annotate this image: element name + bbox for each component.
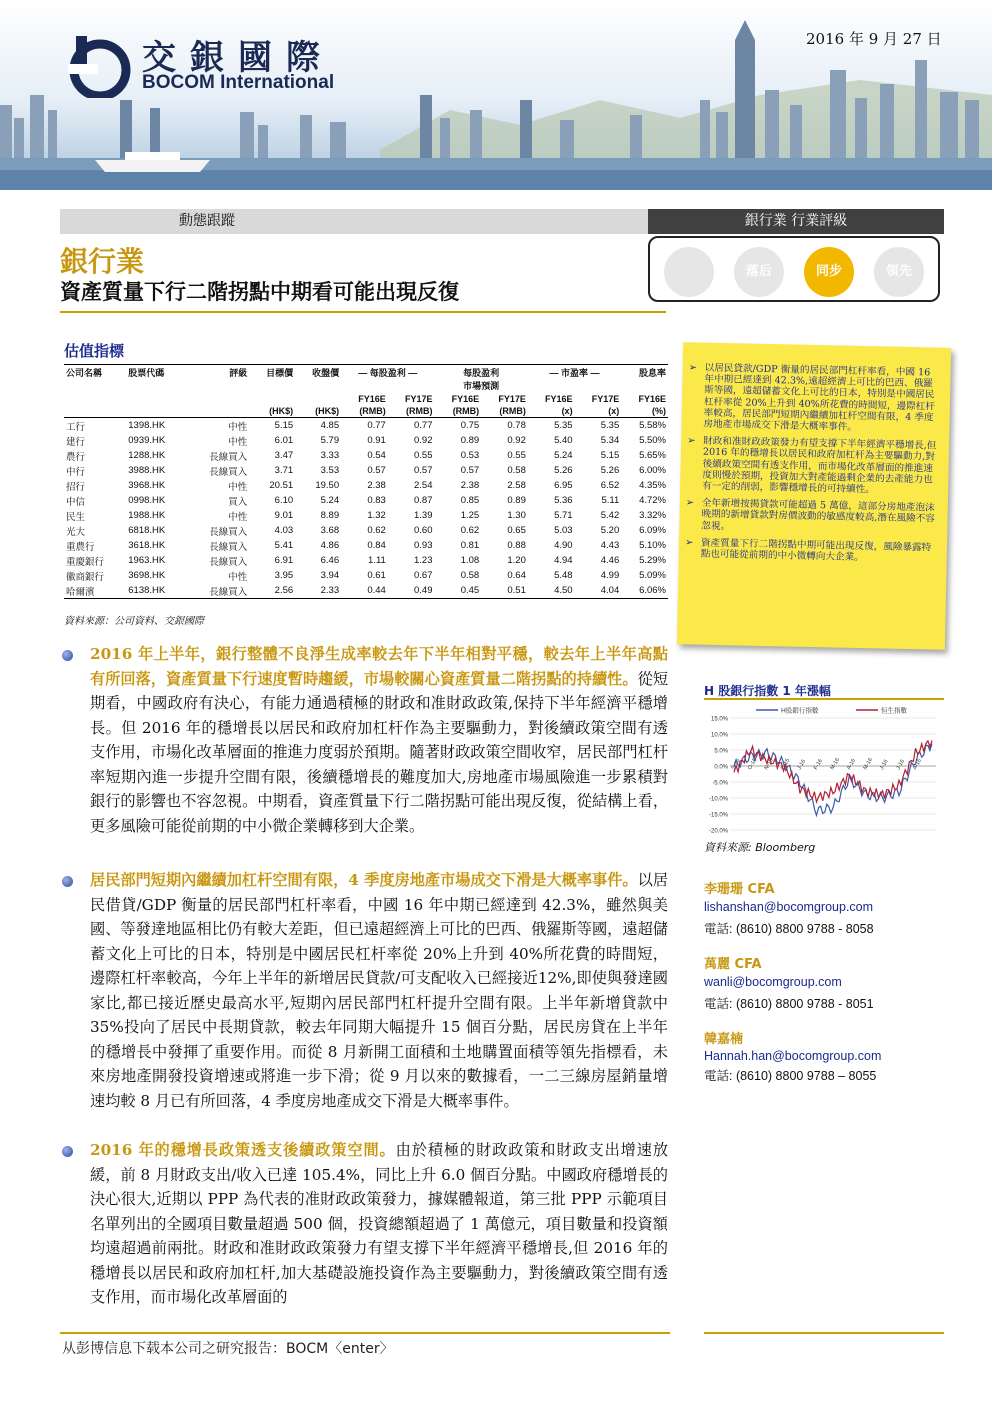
analyst-phone: 電話: (8610) 8800 9788 - 8051	[704, 997, 874, 1011]
bocom-logo-icon	[68, 36, 132, 98]
table-row	[64, 478, 668, 493]
table-cell: 0.53	[460, 450, 480, 461]
table-cell: 0939.HK	[128, 435, 166, 446]
table-cell: 0.92	[507, 435, 526, 446]
col-yield: 股息率	[621, 365, 668, 394]
table-cell: 5.42	[600, 510, 620, 521]
table-cell: 19.50	[315, 480, 340, 491]
y-tick-label: 5.0%	[714, 748, 728, 755]
table-cell: 0.51	[481, 583, 528, 599]
table-cell: 長線買入	[209, 451, 248, 463]
table-cell: 0.58	[507, 465, 526, 476]
table-cell: 0.64	[507, 570, 526, 581]
table-row	[64, 553, 668, 568]
table-cell: 5.20	[600, 525, 620, 536]
table-cell: 5.29%	[639, 555, 666, 566]
sector-title: 銀行業	[60, 245, 145, 278]
key-point: ➢ 全年新增按揭貸款可能超過 5 萬億，這部分房地產泡沫晚期的新增貸款對房價波動的敏感度較高,潛在風險不容忽視。	[685, 497, 935, 532]
table-cell: 9.01	[274, 510, 294, 521]
table-cell: 6.52	[600, 480, 620, 491]
table-cell: 5.11	[601, 495, 620, 506]
x-tick-label: J-16	[895, 758, 907, 771]
table-cell: 5.58%	[639, 420, 666, 431]
valuation-source: 資料來源：公司資料、交銀國際	[64, 616, 204, 627]
table-cell: 中性	[228, 436, 248, 448]
table-cell: 3.32%	[639, 510, 666, 521]
table-cell: 5.09%	[639, 570, 666, 581]
table-row	[64, 418, 668, 434]
rating-scale	[648, 236, 940, 302]
logo-chinese-name: 交銀國際	[142, 38, 334, 78]
table-cell: 0998.HK	[128, 495, 166, 506]
table-cell: 中性	[228, 421, 248, 433]
table-cell: 5.24	[320, 495, 340, 506]
y-tick-label: 15.0%	[710, 716, 728, 723]
paragraph-lead: 2016 年上半年，銀行整體不良淨生成率較去年下半年相對平穩，較去年上半年高點有所回落，資產質量下行速度暫時趨緩，市場較關心資產質量二階拐點的持續性。	[90, 645, 668, 688]
table-cell: 0.92	[414, 435, 433, 446]
table-cell: 建行	[66, 436, 86, 448]
table-cell: 5.79	[320, 435, 340, 446]
table-cell: 長線買入	[209, 541, 248, 553]
table-cell: 5.26	[554, 465, 573, 476]
valuation-table-body	[64, 418, 668, 599]
table-cell: 0.89	[507, 495, 526, 506]
table-cell: 5.15	[274, 420, 294, 431]
x-tick-label: F-16	[813, 758, 824, 771]
table-row	[64, 448, 668, 463]
table-cell: 0.60	[414, 525, 433, 536]
analyst-email[interactable]: lishanshan@bocomgroup.com	[704, 900, 874, 914]
x-tick-label: A-16	[846, 757, 858, 771]
table-cell: 0.88	[507, 540, 526, 551]
chart-source: 資料來源: Bloomberg	[704, 841, 816, 854]
table-cell: 中性	[228, 511, 248, 523]
table-cell: 5.65%	[639, 450, 666, 461]
table-cell: 4.90	[554, 540, 573, 551]
legend-label: H股銀行指數	[781, 706, 819, 715]
table-cell: 6.46	[320, 555, 340, 566]
key-point: ➢ 以居民貸款/GDP 衡量的居民部門杠杆率看，中國 16 年中期已經達到 42.3%,遠超經濟上可比的巴西、俄羅斯等國，遠超儲蓄文化上可比的日本，特別是中國居民杠杆率從 20%上升到 40%所花費的時間短，邊際杠杆率較高，居民部門短期內繼續加杠杆空間有限，4 季度房地產市場成交下滑是大概率事件。	[688, 362, 936, 433]
table-cell: 中性	[228, 571, 248, 583]
table-cell: 3968.HK	[128, 480, 166, 491]
title-divider	[60, 311, 666, 313]
table-cell: 1.08	[460, 555, 480, 566]
valuation-table	[64, 364, 668, 599]
table-cell: 3988.HK	[128, 465, 166, 476]
table-cell: 0.78	[507, 420, 526, 431]
table-cell: 1.23	[414, 555, 433, 566]
paragraph-2	[90, 868, 668, 1113]
table-cell: 1.20	[507, 555, 526, 566]
table-cell: 5.48	[554, 570, 573, 581]
table-cell: 0.65	[507, 525, 526, 536]
y-tick-label: 0.0%	[714, 764, 728, 771]
table-cell: 6818.HK	[128, 525, 166, 536]
table-cell: 3.53	[320, 465, 340, 476]
table-cell: 0.61	[367, 570, 386, 581]
table-cell: 5.34	[600, 435, 620, 446]
analyst-phone: 電話: (8610) 8800 9788 – 8055	[704, 1069, 877, 1083]
table-cell: 哈爾濱	[64, 583, 126, 599]
table-cell: 0.77	[414, 420, 433, 431]
y-tick-label: -5.0%	[712, 780, 728, 787]
paragraph-body: 以居民借貸/GDP 衡量的居民部門杠杆率看，中國 16 年中期已經達到 42.3%，雖然與美國、等發達地區相比仍有較大差距，但已遠超經濟上可比的巴西、俄羅斯等國，遠超儲蓄文化上可比的日本，特別是中國居民杠杆率從 20%上升到 40%所花費的時間短，邊際杠杆率較高，今年上半年的新增居民貸款/可支配收入已經接近12%,即使與發達國家比,都已接近歷史最高水平,短期內居民部門杠杆提升空間有限。上半年新增貸款中 35%投向了居民中長期貸款，較去年同期大幅提升 15 個百分點，居民房貸在上半年的穩增長中發揮了重要作用。而從 8 月新開工面積和土地購置面積等領先指標看，未來房地產開發投資增速或將進一步下滑；從 9 月以來的數據看，一二三線房屋銷量增速均較 8 月已有所回落，4 季度房地產成交下滑是大概率事件。	[90, 871, 669, 1110]
table-cell: 工行	[66, 421, 86, 433]
paragraph-lead: 2016 年的穩增長政策透支後續政策空間。	[90, 1141, 396, 1159]
arrow-bullet-icon: ➢	[685, 497, 695, 509]
table-cell: 2.58	[507, 480, 526, 491]
bank-index-line-chart	[704, 702, 944, 836]
col-eps: — 每股盈利 —	[341, 365, 434, 394]
table-cell: 4.50	[528, 583, 575, 599]
table-cell: 1988.HK	[128, 510, 166, 521]
table-cell: 4.43	[600, 540, 620, 551]
table-cell: 0.55	[414, 450, 433, 461]
table-cell: 6.00%	[639, 465, 666, 476]
table-row	[64, 583, 668, 599]
table-cell: 民生	[66, 511, 86, 523]
table-cell: 2.54	[414, 480, 433, 491]
report-date: 2016 年 9 月 27 日	[806, 30, 942, 48]
valuation-title: 估值指標	[64, 342, 125, 360]
logo-english-name: BOCOM International	[142, 72, 335, 93]
table-cell: 0.77	[367, 420, 386, 431]
table-cell: 0.45	[435, 583, 482, 599]
x-tick-label: J-16	[879, 758, 890, 771]
table-cell: 光大	[66, 526, 86, 538]
table-unit-row: (HK$) (HK$) (RMB) (RMB) (RMB) (RMB) (x) (x) (%)	[64, 405, 668, 418]
table-cell: 1288.HK	[128, 450, 166, 461]
table-cell: 0.75	[460, 420, 480, 431]
col-target: 目標價	[249, 365, 295, 394]
chart-title: H 股銀行指數 1 年漲幅	[704, 684, 831, 698]
rating-blank	[664, 247, 714, 297]
table-cell: 3698.HK	[128, 570, 166, 581]
table-cell: 6.91	[274, 555, 294, 566]
table-cell: 0.83	[367, 495, 386, 506]
x-tick-label: N-15	[763, 757, 775, 771]
table-cell: 2.38	[367, 480, 386, 491]
rating-option-outperform: 領先	[874, 247, 924, 297]
table-row	[64, 523, 668, 538]
x-tick-label: S-15	[730, 757, 742, 771]
table-cell: 2.33	[295, 583, 341, 599]
table-cell: 1963.HK	[128, 555, 166, 566]
table-cell: 招行	[66, 481, 86, 493]
key-points-sticky-note	[677, 342, 951, 650]
table-cell: 4.03	[274, 525, 294, 536]
table-row	[64, 493, 668, 508]
table-cell: 6.10	[274, 495, 294, 506]
col-close: 收盤價	[295, 365, 341, 394]
table-cell: 0.93	[414, 540, 433, 551]
table-cell: 5.26	[600, 465, 620, 476]
table-cell: 1.25	[460, 510, 480, 521]
x-tick-label: D-15	[780, 757, 792, 771]
col-company: 公司名稱	[64, 365, 126, 394]
table-cell: 重農行	[66, 541, 95, 553]
table-cell: 5.15	[600, 450, 620, 461]
table-cell: 20.51	[269, 480, 294, 491]
key-point: ➢ 財政和准財政政策發力有望支撐下半年經濟平穩增長,但 2016 年的穩增長以居民和政府加杠杆為主要驅動力,對後續政策空間有透支作用，而市場化改革層面的推進速度則慢於預期，投資加大對產能過剩企業的去產能力也有一定的削弱，影響穩增長的可持續性。	[687, 435, 937, 496]
table-cell: 0.44	[341, 583, 388, 599]
table-cell: 買入	[228, 496, 248, 508]
table-cell: 1.32	[367, 510, 386, 521]
arrow-bullet-icon: ➢	[684, 537, 694, 549]
table-cell: 農行	[66, 451, 86, 463]
table-cell: 4.99	[600, 570, 620, 581]
legend-label: 恒生指數	[881, 706, 907, 715]
table-cell: 中信	[66, 496, 86, 508]
table-cell: 3.47	[274, 450, 294, 461]
table-cell: 3.68	[320, 525, 340, 536]
y-tick-label: -20.0%	[708, 828, 728, 835]
analyst-email[interactable]: Hannah.han@bocomgroup.com	[704, 1049, 882, 1063]
table-cell: 1.11	[368, 555, 386, 566]
series-line-2	[734, 740, 932, 802]
table-cell: 6138.HK	[126, 583, 187, 599]
table-cell: 0.89	[460, 435, 480, 446]
table-cell: 3.94	[320, 570, 340, 581]
table-row	[64, 538, 668, 553]
table-header-row	[64, 365, 668, 394]
table-cell: 4.04	[575, 583, 622, 599]
analyst-name: 韓嘉楠	[704, 1032, 744, 1047]
paragraph-3	[90, 1138, 668, 1310]
table-cell: 4.94	[554, 555, 573, 566]
table-cell: 3618.HK	[128, 540, 166, 551]
table-cell: 8.89	[320, 510, 340, 521]
table-cell: 0.91	[367, 435, 386, 446]
table-cell: 4.72%	[639, 495, 666, 506]
footer-divider	[704, 1332, 944, 1334]
table-cell: 0.85	[460, 495, 480, 506]
footer-divider	[60, 1332, 670, 1334]
x-tick-label: O-15	[747, 757, 759, 771]
table-cell: 0.57	[367, 465, 386, 476]
table-row	[64, 568, 668, 583]
bullet-icon	[62, 1146, 73, 1157]
table-cell: 長線買入	[209, 466, 248, 478]
rating-option-neutral-selected: 同步	[804, 247, 854, 297]
y-tick-label: -10.0%	[708, 796, 728, 803]
table-cell: 0.62	[460, 525, 480, 536]
table-cell: 5.35	[600, 420, 620, 431]
table-cell: 長線買入	[209, 556, 248, 568]
paragraph-body: 由於積極的財政政策和財政支出增速放緩，前 8 月財政支出/收入已達 105.4%，同比上升 6.0 個百分點。中國政府穩增長的決心很大,近期以 PPP 為代表的准財政政策發力，據媒體報道，第三批 PPP 示範項目名單列出的全國項目數量超過 500 個，投資總額超過了 1 萬億元，項目數量和投資額均遠超過前兩批。財政和准財政政策發力有望支撐下半年經濟平穩增長,但 2016 年的穩增長以居民和政府加杠杆,加大基礎設施投資作為主要驅動力，對後續政策空間有透支作用，而市場化改革層面的	[90, 1141, 669, 1306]
table-cell: 3.95	[274, 570, 294, 581]
bullet-icon	[62, 876, 73, 887]
rating-option-underweight: 落后	[734, 247, 784, 297]
report-type-label: 動態跟蹤	[60, 209, 354, 234]
table-cell: 0.57	[460, 465, 480, 476]
table-cell: 4.85	[320, 420, 340, 431]
analyst-name: 李珊珊 CFA	[704, 882, 775, 897]
x-tick-label: M-16	[829, 757, 841, 771]
table-cell: 4.46	[600, 555, 620, 566]
table-cell: 5.40	[554, 435, 573, 446]
footer-note: 从彭博信息下载本公司之研究报告：BOCM〈enter〉	[62, 1341, 394, 1357]
table-cell: 4.86	[320, 540, 340, 551]
table-cell: 5.50%	[639, 435, 666, 446]
table-cell: 3.71	[274, 465, 294, 476]
table-cell: 2.56	[249, 583, 295, 599]
paragraph-lead: 居民部門短期內繼續加杠杆空間有限，4 季度房地產市場成交下滑是大概率事件。	[90, 871, 638, 889]
table-cell: 3.33	[320, 450, 340, 461]
table-cell: 0.87	[414, 495, 433, 506]
table-cell: 0.84	[367, 540, 386, 551]
table-cell: 1.30	[507, 510, 526, 521]
col-pe: — 市盈率 —	[528, 365, 621, 394]
table-cell: 5.71	[554, 510, 573, 521]
table-cell: 1.39	[414, 510, 433, 521]
y-tick-label: -15.0%	[708, 812, 728, 819]
table-row	[64, 433, 668, 448]
table-cell: 0.81	[460, 540, 480, 551]
table-cell: 6.95	[554, 480, 573, 491]
table-cell: 4.35%	[639, 480, 666, 491]
table-cell: 0.54	[367, 450, 386, 461]
x-tick-label: M-16	[862, 757, 874, 771]
table-cell: 0.57	[414, 465, 433, 476]
table-cell: 5.24	[554, 450, 573, 461]
tab-bar-spacer	[354, 209, 648, 234]
paragraph-body: 從短期看，中國政府有決心，有能力通過積極的財政和准財政政策,保持下半年經濟平穩增長。但 2016 年的穩增長以居民和政府加杠杆作為主要驅動力，對後續政策空間有透支作用，市場化改革層面的推進力度弱於預期。隨著財政政策空間收窄，居民部門杠杆率短期內進一步提升空間有限，後續穩增長的難度加大,房地產市場風險進一步累積對銀行的影響也不容忽視。中期看，資產質量下行二階拐點可能出現反復，從結構上看，更多風險可能從前期的中小微企業轉移到大企業。	[90, 669, 669, 835]
table-cell: 長線買入	[187, 583, 249, 599]
table-cell: 5.35	[554, 420, 573, 431]
key-point: ➢ 資產質量下行二階拐點中期可能出現反復，風險暴露特點也可能從前期的中小微轉向大企業。	[684, 537, 932, 564]
table-cell: 6.09%	[639, 525, 666, 536]
table-cell: 0.62	[367, 525, 386, 536]
paragraph-1	[90, 642, 668, 838]
table-cell: 重慶銀行	[66, 556, 105, 568]
table-row	[64, 508, 668, 523]
chart-divider	[704, 698, 944, 700]
table-cell: 5.03	[554, 525, 573, 536]
analyst-phone: 電話: (8610) 8800 9788 - 8058	[704, 922, 874, 936]
table-cell: 徽商銀行	[66, 571, 105, 583]
arrow-bullet-icon: ➢	[687, 435, 696, 447]
table-row	[64, 463, 668, 478]
col-eps-consensus: 每股盈利 市場預測	[435, 365, 528, 394]
table-cell: 中行	[66, 466, 86, 478]
bullet-icon	[62, 650, 73, 661]
arrow-bullet-icon: ➢	[688, 362, 698, 374]
analyst-email[interactable]: wanli@bocomgroup.com	[704, 975, 842, 989]
table-cell: 中性	[228, 481, 248, 493]
report-headline: 資產質量下行二階拐點中期看可能出現反復	[60, 279, 459, 304]
table-cell: 6.01	[274, 435, 294, 446]
table-cell: 5.41	[274, 540, 294, 551]
table-cell: 0.58	[460, 570, 480, 581]
table-cell: 0.67	[414, 570, 433, 581]
table-cell: 5.36	[554, 495, 573, 506]
x-tick-label: A-16	[912, 757, 924, 771]
x-tick-label: J-16	[796, 758, 808, 771]
table-cell: 0.49	[388, 583, 435, 599]
industry-rating-label: 銀行業 行業評級	[648, 209, 944, 234]
table-cell: 長線買入	[209, 526, 248, 538]
table-cell: 2.38	[460, 480, 480, 491]
y-tick-label: 10.0%	[710, 732, 728, 739]
table-cell: 0.55	[507, 450, 526, 461]
table-cell: 5.10%	[639, 540, 666, 551]
col-rating: 評級	[187, 365, 249, 394]
col-code: 股票代碼	[126, 365, 187, 394]
table-cell: 6.06%	[621, 583, 668, 599]
analyst-name: 萬麗 CFA	[704, 957, 762, 972]
table-cell: 1398.HK	[128, 420, 166, 431]
table-period-row: FY16E FY17E FY16E FY17E FY16E FY17E FY16E	[358, 394, 666, 404]
